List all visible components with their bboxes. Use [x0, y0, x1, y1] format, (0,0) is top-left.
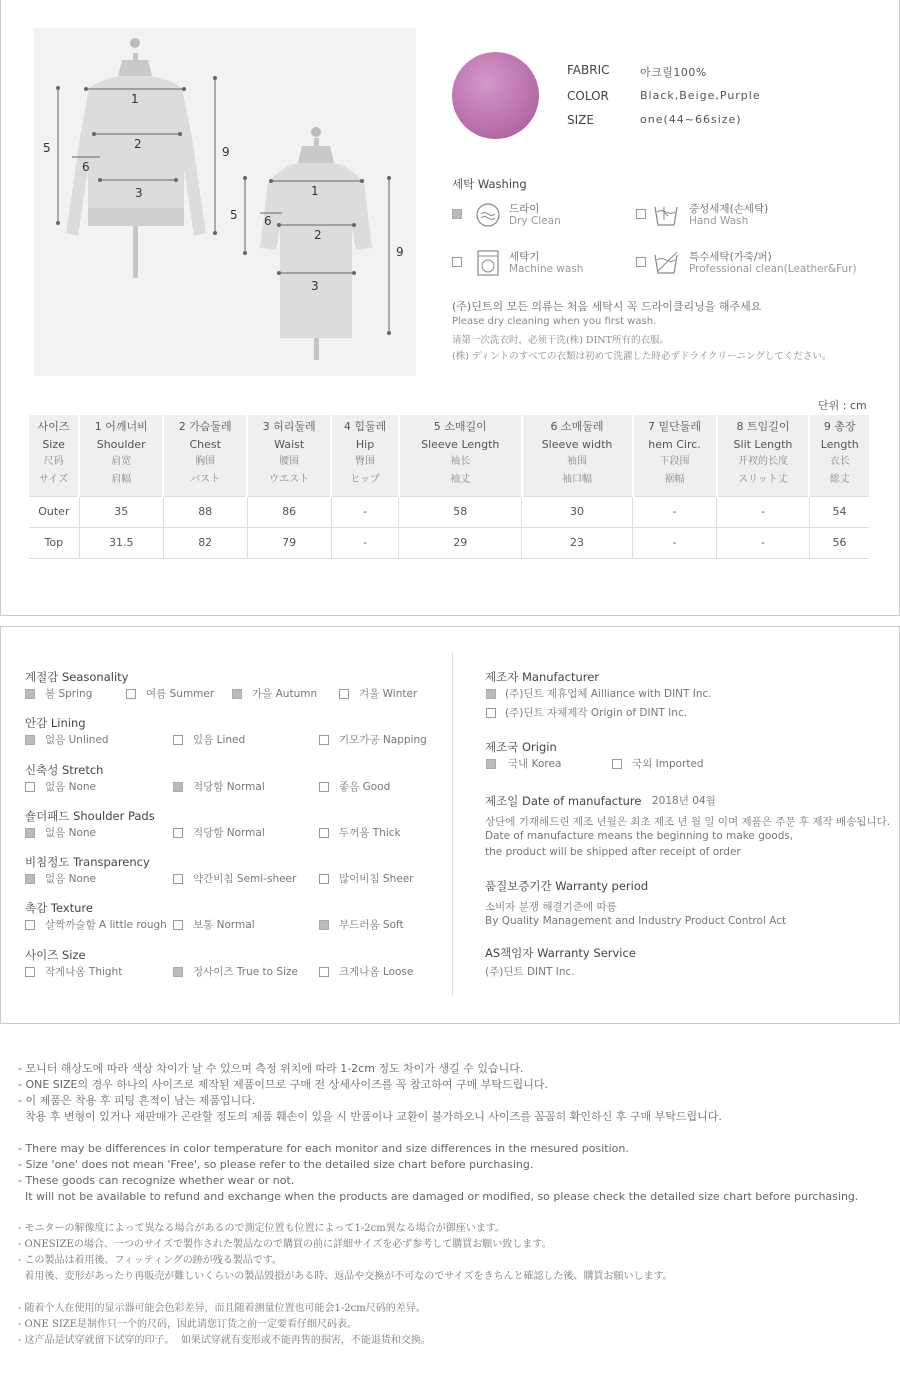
header-hem: 7 밑단둘레 hem Circ. 下段围 裾幅: [633, 415, 717, 496]
attribute-title: 신축성 Stretch: [25, 763, 104, 777]
note-line: - ONE SIZE是制作只一个的尺码，因此请您订货之前一定要看仔细尺码表。: [18, 1319, 358, 1330]
dry-clean-icon: [475, 202, 501, 228]
manufacture-date-note-en2: the product will be shipped after receipt of order: [485, 846, 741, 858]
attribute-option-label: 약간비침 Semi-sheer: [193, 873, 297, 885]
attribute-checkbox: [319, 874, 329, 884]
attribute-checkbox: [126, 689, 136, 699]
origin-korea: 국내 Korea: [508, 758, 562, 770]
washing-note-en: Please dry cleaning when you first wash.: [452, 316, 657, 327]
outer-label-2: 2: [134, 137, 142, 151]
note-line: - 这产品是试穿就留下试穿的印子。 如果试穿就有变形或不能再售的损害，不能退货和交换。: [18, 1335, 431, 1346]
note-line: - There may be differences in color temperature for each monitor and size differences in the mesured position.: [18, 1142, 629, 1155]
note-line: - 모니터 해상도에 따라 색상 차이가 날 수 있으며 측정 위치에 따라 1-2cm 정도 차이가 생길 수 있습니다.: [18, 1062, 524, 1075]
attribute-option-label: 적당함 Normal: [193, 781, 265, 793]
fabric-swatch: [452, 52, 539, 139]
top-label-9: 9: [396, 245, 404, 259]
attribute-option-label: 좋음 Good: [339, 781, 391, 793]
warranty-line-ko: 소비자 분쟁 해결기준에 따름: [485, 901, 617, 913]
note-line: - モニターの解像度によって異なる場合があるので測定位置も位置によって1-2cm異なる場合が御座います。: [18, 1223, 505, 1234]
header-chest: 2 가슴둘레 Chest 胸围 バスト: [163, 415, 247, 496]
origin-imported: 국외 Imported: [632, 758, 704, 770]
hand-wash-ko: 중성세제(손세탁): [689, 203, 769, 215]
attribute-title: 비침정도 Transparency: [25, 855, 150, 869]
header-slit: 8 트임길이 Slit Length 开衩的长度 スリット丈: [717, 415, 810, 496]
attribute-option-label: 정사이즈 True to Size: [193, 966, 298, 978]
attribute-checkbox: [232, 689, 242, 699]
notes-chinese: [18, 1301, 888, 1349]
notes-english: [18, 1141, 888, 1205]
size-value: one(44~66size): [640, 113, 742, 126]
attributes-divider: [452, 653, 453, 996]
machine-wash-icon: [475, 249, 501, 277]
unit-label: 단위 : cm: [818, 399, 867, 412]
attribute-title: 숄더패드 Shoulder Pads: [25, 809, 155, 823]
table-row: Outer 35 88 86 - 58 30 - - 54: [29, 496, 869, 527]
note-line: - ONESIZEの場合、一つのサイズで製作された製品なので購買の前に詳細サイズを必ず参考して購買お願い致します。: [18, 1239, 552, 1250]
attribute-checkbox: [25, 828, 35, 838]
attribute-option-label: 없음 None: [45, 827, 97, 839]
manufacture-date-note-en1: Date of manufacture means the beginning to make goods,: [485, 830, 794, 842]
note-line: - 이 제품은 착용 후 피팅 흔적이 남는 제품입니다.: [18, 1094, 256, 1107]
machine-wash-ko: 세탁기: [509, 251, 540, 263]
attribute-checkbox: [173, 735, 183, 745]
attribute-checkbox: [173, 920, 183, 930]
hand-wash-checkbox: [636, 209, 646, 219]
attribute-option-label: 두꺼움 Thick: [339, 827, 401, 839]
attribute-option-label: 보통 Normal: [193, 919, 255, 931]
header-sleeve-length: 5 소매길이 Sleeve Length 袖长 袖丈: [399, 415, 522, 496]
origin-imported-checkbox: [612, 759, 622, 769]
as-service-title: AS책임자 Warranty Service: [485, 946, 636, 960]
notes-japanese: [18, 1221, 888, 1285]
attribute-checkbox: [25, 920, 35, 930]
outer-label-1: 1: [131, 92, 139, 106]
note-line: - ONE SIZE의 경우 하나의 사이즈로 제작된 제품이므로 구매 전 상세사이즈를 꼭 참고하여 구매 부탁드립니다.: [18, 1078, 549, 1091]
header-shoulder: 1 어깨너비 Shoulder 肩宽 肩幅: [79, 415, 163, 496]
attribute-checkbox: [319, 782, 329, 792]
product-detail-panel: [0, 0, 900, 616]
dry-clean-ko: 드라이: [509, 203, 540, 215]
table-row: Top 31.5 82 79 - 29 23 - - 56: [29, 527, 869, 558]
attribute-option-label: 크게나옴 Loose: [339, 966, 414, 978]
attribute-option-label: 여름 Summer: [146, 688, 215, 700]
origin-title: 제조국 Origin: [485, 740, 557, 754]
manufacturer-option-origin-checkbox: [486, 708, 496, 718]
attribute-option-label: 없음 None: [45, 873, 97, 885]
hand-wash-en: Hand Wash: [689, 215, 749, 227]
note-line: - Size 'one' does not mean 'Free', so please refer to the detailed size chart before purchasing.: [18, 1158, 534, 1171]
attribute-checkbox: [319, 967, 329, 977]
attribute-title: 촉감 Texture: [25, 901, 93, 915]
as-service-value: (주)딘트 DINT Inc.: [485, 966, 575, 978]
attribute-option-label: 기모가공 Napping: [339, 734, 427, 746]
attribute-checkbox: [25, 874, 35, 884]
size-table: [29, 415, 869, 559]
size-table-header: [29, 415, 869, 496]
note-line: - この製品は着用後、フィッティングの跡が残る製品です。: [18, 1255, 282, 1266]
attribute-checkbox: [319, 735, 329, 745]
washing-title: 세탁 Washing: [452, 177, 527, 191]
attribute-title: 계절감 Seasonality: [25, 670, 129, 684]
fabric-label: FABRIC: [567, 63, 610, 77]
header-size: 사이즈 Size 尺码 サイズ: [29, 415, 79, 496]
professional-clean-ko: 특수세탁(가죽/퍼): [689, 251, 772, 263]
top-label-6: 6: [264, 214, 272, 228]
top-label-3: 3: [311, 279, 319, 293]
attribute-option-label: 있음 Lined: [193, 734, 246, 746]
note-line: 着用後、変形があったり再販売が難しいくらいの製品毀損がある時、返品や交換が不可なのでサイズをきちんと確認した後、購買お願いします。: [18, 1271, 673, 1282]
attribute-option-label: 작게나옴 Thight: [45, 966, 123, 978]
attribute-option-label: 없음 Unlined: [45, 734, 109, 746]
attribute-checkbox: [173, 967, 183, 977]
attribute-option-label: 적당함 Normal: [193, 827, 265, 839]
professional-clean-checkbox: [636, 257, 646, 267]
attribute-option-label: 겨울 Winter: [359, 688, 418, 700]
attribute-option-label: 부드러움 Soft: [339, 919, 404, 931]
machine-wash-en: Machine wash: [509, 263, 584, 275]
color-value: Black,Beige,Purple: [640, 89, 761, 102]
attribute-checkbox: [173, 828, 183, 838]
attribute-checkbox: [319, 920, 329, 930]
dry-clean-en: Dry Clean: [509, 215, 561, 227]
professional-clean-icon: [653, 250, 679, 276]
manufacturer-title: 제조자 Manufacturer: [485, 670, 600, 684]
manufacture-date-value: 2018년 04월: [652, 795, 716, 807]
washing-note-zh: 请第一次洗衣时，必须干洗(株) DINT所有的衣服。: [452, 335, 669, 346]
header-sleeve-width: 6 소매둘레 Sleeve width 袖围 袖口幅: [522, 415, 633, 496]
professional-clean-en: Professional clean(Leather&Fur): [689, 263, 857, 275]
size-label: SIZE: [567, 113, 594, 127]
attribute-option-label: 살짝까슬함 A little rough: [45, 919, 167, 931]
attribute-title: 사이즈 Size: [25, 948, 86, 962]
footer-notes: [18, 1061, 888, 1349]
manufacture-date-title: 제조일 Date of manufacture: [485, 794, 642, 808]
attributes-panel: [0, 626, 900, 1024]
size-diagram: [34, 28, 416, 376]
attribute-title: 안감 Lining: [25, 716, 86, 730]
notes-korean: [18, 1061, 888, 1125]
warranty-title: 품질보증기간 Warranty period: [485, 879, 649, 893]
outer-label-5: 5: [43, 141, 51, 155]
origin-korea-checkbox: [486, 759, 496, 769]
attribute-checkbox: [25, 735, 35, 745]
warranty-line-en: By Quality Management and Industry Product Control Act: [485, 915, 787, 927]
header-hip: 4 힙둘레 Hip 臀围 ヒップ: [331, 415, 399, 496]
outer-label-3: 3: [135, 186, 143, 200]
attribute-option-label: 봄 Spring: [45, 688, 93, 700]
note-line: 착용 후 변형이 있거나 재판매가 곤란할 정도의 제품 훼손이 있을 시 반품이나 교환이 불가하오니 사이즈를 꼼꼼히 확인하신 후 구매 부탁드립니다.: [18, 1110, 722, 1123]
outer-label-9: 9: [222, 145, 230, 159]
attribute-checkbox: [173, 874, 183, 884]
machine-wash-checkbox: [452, 257, 462, 267]
note-line: It will not be available to refund and exchange when the products are damaged or modified, so please check the detailed size chart before purchasing.: [18, 1190, 859, 1203]
attribute-checkbox: [339, 689, 349, 699]
manufacture-date-note-ko: 상단에 기재해드린 제조 년월은 최초 제조 년 월 일 이며 제품은 주문 후 제작 배송됩니다.: [485, 816, 891, 828]
manufacturer-option-alliance-checkbox: [486, 689, 496, 699]
color-label: COLOR: [567, 89, 609, 103]
attribute-option-label: 가을 Autumn: [252, 688, 318, 700]
header-length: 9 총장 Length 衣长 総丈: [809, 415, 869, 496]
note-line: - 随着个人在使用的显示器可能会色彩差异，而且随着测量位置也可能会1-2cm尺码的差异。: [18, 1303, 426, 1314]
attribute-checkbox: [25, 967, 35, 977]
washing-note-ko: (주)딘트의 모든 의류는 처음 세탁시 꼭 드라이클리닝을 해주세요: [452, 300, 762, 313]
attribute-checkbox: [319, 828, 329, 838]
fabric-value: 아크릴100%: [640, 66, 707, 79]
manufacturer-option-origin: (주)딘트 자체제작 Origin of DINT Inc.: [505, 707, 688, 719]
dry-clean-checkbox: [452, 209, 462, 219]
header-waist: 3 허리둘레 Waist 腰围 ウエスト: [247, 415, 331, 496]
washing-note-ja: (株) ディントのすべての衣類は初めて洗濯した時必ずドライクリーニングしてください。: [452, 351, 832, 362]
top-label-1: 1: [311, 184, 319, 198]
top-label-2: 2: [314, 228, 322, 242]
note-line: - These goods can recognize whether wear or not.: [18, 1174, 295, 1187]
top-label-5: 5: [230, 208, 238, 222]
attribute-checkbox: [25, 689, 35, 699]
attribute-option-label: 많이비침 Sheer: [339, 873, 414, 885]
manufacturer-option-alliance: (주)딘트 제휴업체 Ailliance with DINT Inc.: [505, 688, 712, 700]
attribute-option-label: 없음 None: [45, 781, 97, 793]
outer-label-6: 6: [82, 160, 90, 174]
attribute-checkbox: [173, 782, 183, 792]
attribute-checkbox: [25, 782, 35, 792]
garment-illustration: [34, 28, 416, 376]
hand-wash-icon: [653, 202, 679, 228]
